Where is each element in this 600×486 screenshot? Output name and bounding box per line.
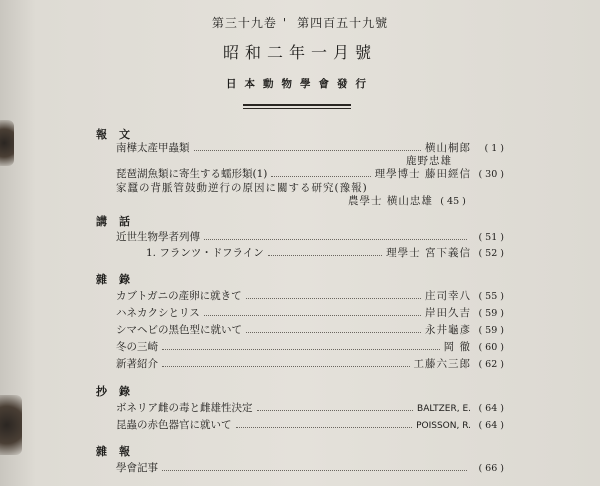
entry-title: 近世生物學者列傳 [116,231,200,243]
leader-dots [236,427,413,428]
entry-title: 昆蟲の赤色器官に就いて [116,419,232,431]
entry-author: 農學士 横山忠雄 [348,195,433,207]
leader-dots [162,349,440,350]
leader-dots [162,366,410,367]
entry-author: 横山桐郎 [425,142,471,154]
toc-entry [146,245,504,259]
entry-author: 理學博士 藤田經信 [374,168,471,180]
entry-author: 庄司幸八 [425,290,471,302]
entry-title: シマヘビの黑色型に就いて [116,324,242,336]
toc-entry [116,229,504,243]
entry-title: ハネカクシとリス [116,307,200,319]
leader-dots [271,176,370,177]
leader-dots [246,332,421,333]
entry-page: ( 59 ) [478,325,504,336]
entry-author: 岡 徹 [443,341,471,353]
section-heading-news: 雜報 [96,445,142,458]
entry-page: ( 66 ) [478,463,504,474]
entry-page: ( 55 ) [478,291,504,302]
entry-title: カブトガニの產卵に就きて [116,290,242,302]
volume-line [0,14,600,31]
publisher: 日本動物學會發行 [226,78,374,90]
entry-page: ( 60 ) [478,342,504,353]
toc-entry [116,305,504,319]
entry-title: 冬の三崎 [116,341,158,353]
ink-stain [0,395,22,455]
entry-title: 南樺太產甲蟲類 [116,142,190,154]
entry-page: ( 62 ) [478,359,504,370]
entry-author-continued [348,193,466,208]
entry-author: 工藤六三郎 [413,358,471,370]
leader-dots [204,315,421,316]
toc-entry [116,322,504,336]
double-rule [243,104,351,111]
issue-number: 第四百五十九號 [297,16,389,30]
entry-author: BALTZER, E. [417,404,471,414]
toc-entry [116,356,504,370]
leader-dots [246,298,421,299]
toc-entry [116,400,504,414]
entry-page: ( 59 ) [478,308,504,319]
section-heading-miscellany: 雜錄 [96,273,142,286]
leader-dots [257,410,414,411]
entry-author: 鹿野忠雄 [406,155,452,167]
toc-entry [116,140,504,154]
leader-dots [162,470,467,471]
toc-entry [116,288,504,302]
entry-title: 琵琶湖魚類に寄生する蠕形類(1) [116,168,268,180]
entry-title: 家蠶の背脈管鼓動逆行の原因に關する研究(豫報) [116,182,368,194]
entry-title: 新著紹介 [116,358,158,370]
entry-page: ( 30 ) [478,169,504,180]
entry-title: 學會記事 [116,462,158,474]
entry-author: 理學士 宮下義信 [386,247,471,259]
entry-author: 岸田久吉 [425,307,471,319]
separator-mark: ' [282,16,288,30]
entry-page: ( 64 ) [478,403,504,414]
leader-dots [204,239,467,240]
toc-entry [116,166,504,180]
entry-page: ( 1 ) [484,143,504,154]
leader-dots [194,150,422,151]
section-heading-reports: 報文 [96,128,142,141]
leader-dots [268,255,382,256]
toc-entry [116,339,504,353]
entry-author: POISSON, R. [416,421,471,431]
issue-date: 昭和二年一月號 [222,43,377,62]
entry-author: 永井龜彥 [425,324,471,336]
toc-entry [116,460,504,474]
toc-entry [116,417,504,431]
entry-page: ( 52 ) [478,248,504,259]
ink-stain [0,120,14,166]
section-heading-abstracts: 抄錄 [96,385,142,398]
entry-page: ( 64 ) [478,420,504,431]
entry-title: 1. フランツ・ドフライン [146,247,264,259]
entry-page: ( 51 ) [478,232,504,243]
section-heading-lectures: 講話 [96,215,142,228]
entry-page: ( 45 ) [440,196,466,207]
entry-title-line [116,180,368,195]
entry-title: ボネリア雌の毒と雌雄性決定 [116,402,253,414]
volume-number: 第三十九卷 [211,16,277,30]
